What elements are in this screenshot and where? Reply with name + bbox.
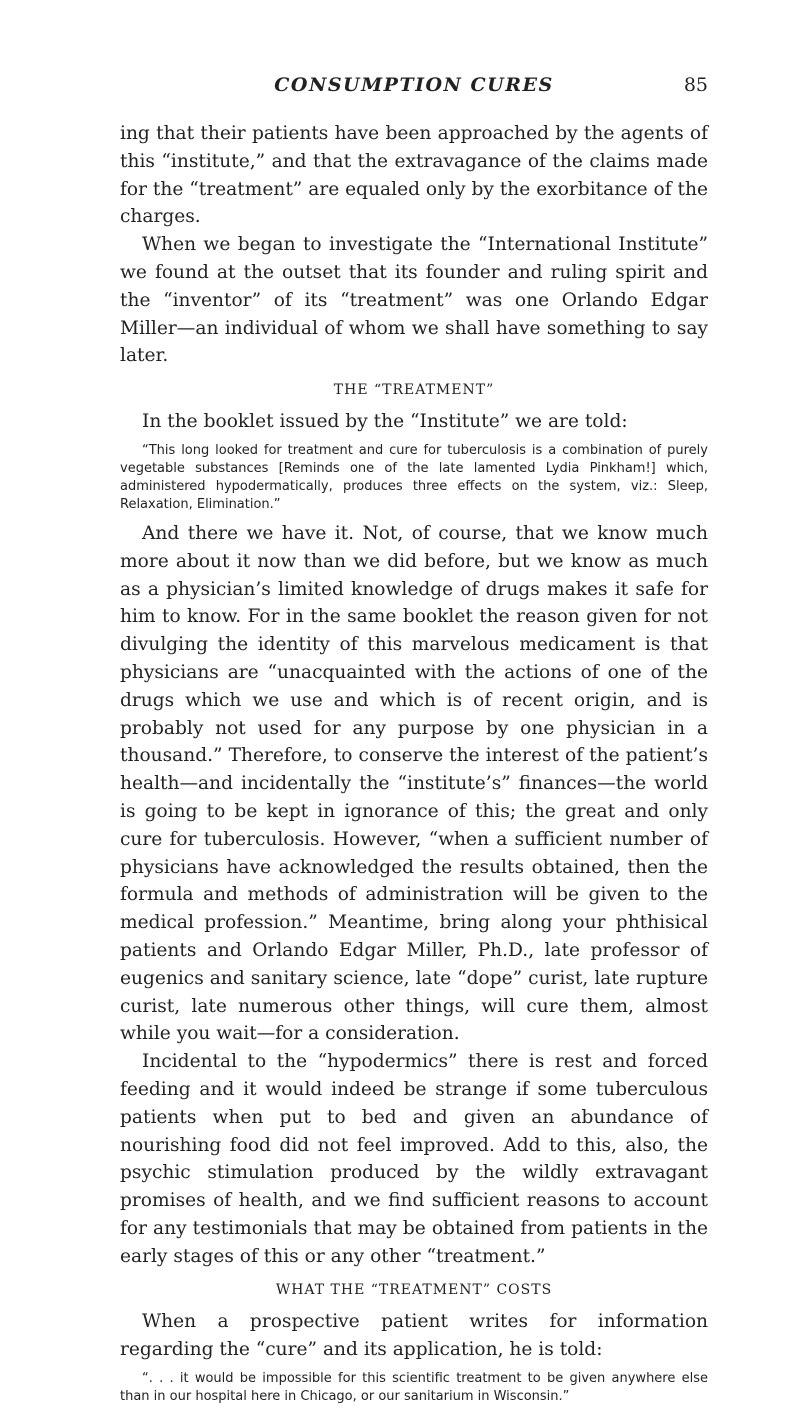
block-quote-letter: “. . . it would be impossible for this scientific treatment to be given anywhere else than in our hospital here in Chicago, or our sanitarium in Wisconsin.” [120, 1371, 708, 1405]
block-quote-booklet: “This long looked for treatment and cure for tuberculosis is a combination of purely vegetable substances [Reminds one of the late lamented Lydia Pinkham!] which, administered hypodermatically, produces three effects on the system, viz.: Sleep, Relaxation, Elimination.” [120, 442, 708, 512]
book-page [120, 72, 708, 1412]
page-number: 85 [683, 74, 708, 96]
paragraph-analysis: And there we have it. Not, of course, that we know much more about it now than we did before, but we know as much as a physician’s limited knowledge of drugs makes it safe for him to know. For in the same booklet the reason given for not divulging the identity of this marvelous medicament is that physicians are “unacquainted with the actions of one of the drugs which we use and which is of recent origin, and is probably not used for any purpose by one physician in a thousand.” Therefore, to conserve the interest of the patient’s health—and incidentally the “institute’s” finances—the world is going to be kept in ignorance of this; the great and only cure for tuberculosis. However, “when a sufficient number of physicians have acknowledged the results obtained, then the formula and methods of administration will be given to the medical profession.” Meantime, bring along your phthisical patients and Orlando Edgar Miller, Ph.D., late professor of eugenics and sanitary science, late “dope” curist, late rupture curist, late numerous other things, will cure them, almost while you wait—for a consideration. [120, 522, 708, 1045]
section-heading-treatment: THE “TREATMENT” [333, 382, 495, 399]
paragraph-continued: ing that their patients have been approached by the agents of this “institute,” and that the extravagance of the claims made for the “treatment” are equaled only by the exorbitance of the charges. [120, 123, 708, 228]
section-heading-costs: WHAT THE “TREATMENT” COSTS [275, 1282, 553, 1299]
paragraph-investigation: When we began to investigate the “International Institute” we found at the outset that its founder and ruling spirit and the “inventor” of its “treatment” was one Orlando Edgar Miller—an individual of whom we shall have something to say later. [120, 234, 708, 367]
paragraph-booklet-intro: In the booklet issued by the “Institute” we are told: [142, 411, 628, 433]
paragraph-incidental: Incidental to the “hypodermics” there is rest and forced feeding and it would indeed be strange if some tuberculous patients when put to bed and given an abundance of nourishing food did not feel improved. Add to this, also, the psychic stimulation produced by the wildly extravagant promises of health, and we find sufficient reasons to account for any testimonials that may be obtained from patients in the early stages of this or any other “treatment.” [120, 1051, 708, 1267]
paragraph-prospective-patient: When a prospective patient writes for information regarding the “cure” and its application, he is told: [120, 1311, 708, 1361]
running-title: CONSUMPTION CURES [274, 74, 554, 96]
page-header [120, 72, 708, 112]
